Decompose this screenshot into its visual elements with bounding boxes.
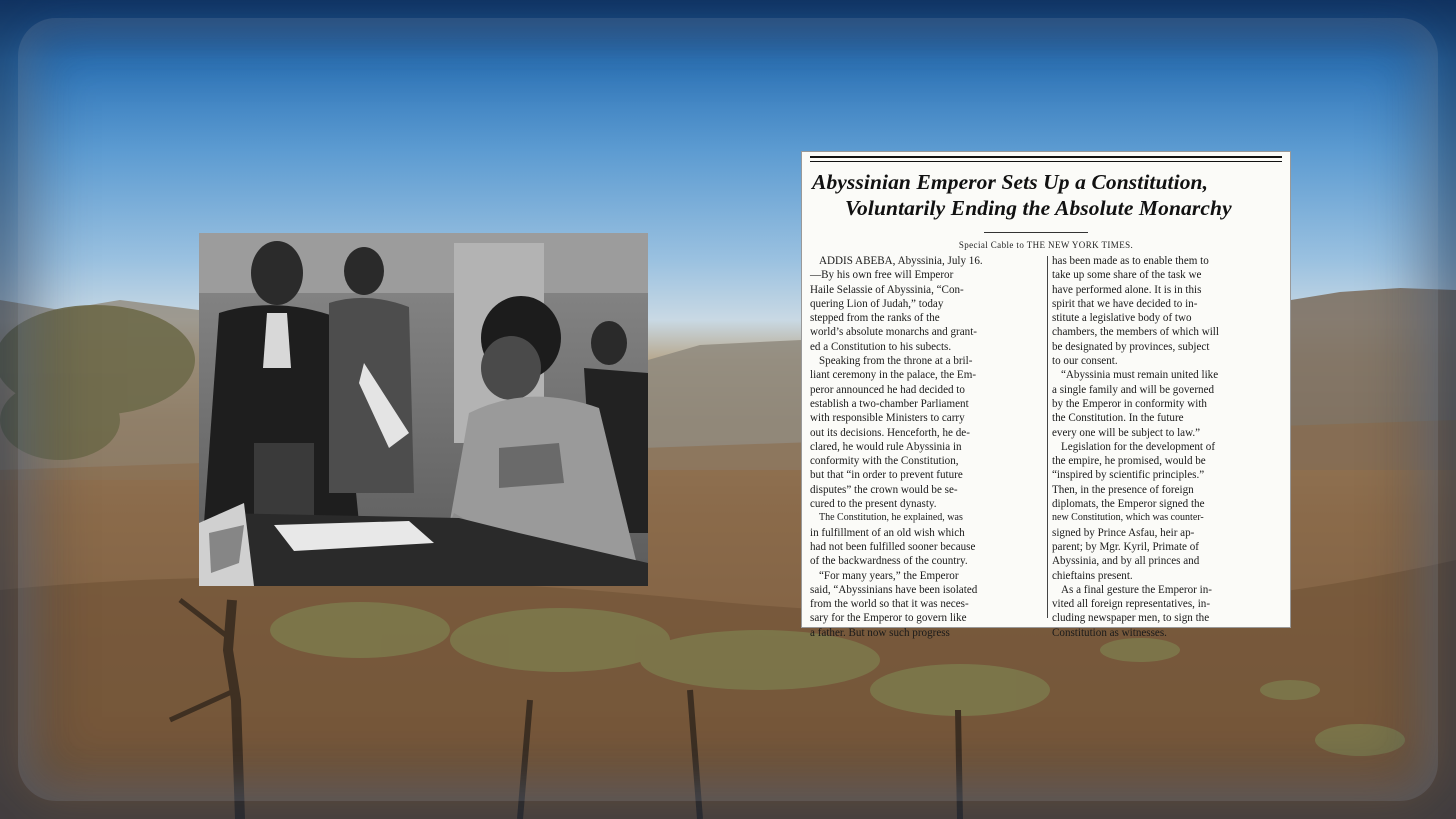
article-line: Speaking from the throne at a bril- xyxy=(819,355,973,368)
article-line: spirit that we have decided to in- xyxy=(1052,297,1198,310)
article-line: new Constitution, which was counter- xyxy=(1052,512,1204,524)
article-line: out its decisions. Henceforth, he de- xyxy=(810,426,970,439)
article-line: has been made as to enable them to xyxy=(1052,255,1209,267)
headline-line-1: Abyssinian Emperor Sets Up a Constitution, xyxy=(812,170,1209,194)
headline-divider xyxy=(984,232,1088,233)
article-line: quering Lion of Judah,” today xyxy=(810,297,944,310)
article-line: As a final gesture the Emperor in- xyxy=(1061,583,1212,596)
article-line: said, “Abyssinians have been isolated xyxy=(810,583,978,596)
historical-photo xyxy=(199,233,648,586)
article-line: stitute a legislative body of two xyxy=(1052,312,1192,325)
article-line: “inspired by scientific principles.” xyxy=(1052,469,1205,482)
headline-line-2: Voluntarily Ending the Absolute Monarchy xyxy=(845,196,1232,220)
article-line: liant ceremony in the palace, the Em- xyxy=(810,369,977,382)
top-double-rule xyxy=(810,156,1282,158)
article-line: “For many years,” the Emperor xyxy=(819,569,959,582)
article-line: take up some share of the task we xyxy=(1052,269,1202,282)
article-line: stepped from the ranks of the xyxy=(810,312,940,325)
article-line: clared, he would rule Abyssinia in xyxy=(810,440,962,453)
article-line: signed by Prince Asfau, heir ap- xyxy=(1052,526,1195,539)
article-line: —By his own free will Emperor xyxy=(810,269,954,282)
article-line: the empire, he promised, would be xyxy=(1052,455,1206,468)
article-line: by the Emperor in conformity with xyxy=(1052,397,1207,410)
article-right-column xyxy=(1052,254,1284,640)
article-line: Abyssinia, and by all princes and xyxy=(1052,555,1200,568)
article-line: have performed alone. It is in this xyxy=(1052,283,1202,296)
article-line: be designated by provinces, subject xyxy=(1052,340,1210,353)
article-line: Haile Selassie of Abyssinia, “Con- xyxy=(810,283,964,296)
article-line: diplomats, the Emperor signed the xyxy=(1052,498,1205,511)
article-line: but that “in order to prevent future xyxy=(810,469,963,482)
article-line: every one will be subject to law.” xyxy=(1052,426,1201,439)
article-line: disputes” the crown would be se- xyxy=(810,483,958,496)
article-line: with responsible Ministers to carry xyxy=(810,412,965,425)
article-line: parent; by Mgr. Kyril, Primate of xyxy=(1052,540,1199,553)
newspaper-clipping xyxy=(801,151,1291,639)
article-line: in fulfillment of an old wish which xyxy=(810,526,965,539)
article-line: Legislation for the development of xyxy=(1061,440,1216,453)
article-line: of the backwardness of the country. xyxy=(810,555,968,568)
article-line: had not been fulfilled sooner because xyxy=(810,540,976,553)
article-left-column xyxy=(810,254,1042,640)
article-line: from the world so that it was neces- xyxy=(810,598,969,611)
article-line: Then, in the presence of foreign xyxy=(1052,483,1194,496)
article-line: Constitution as witnesses. xyxy=(1052,626,1167,639)
article-line: chambers, the members of which will xyxy=(1052,326,1219,339)
top-double-rule-thin xyxy=(810,161,1282,162)
article-line: a father. But now such progress xyxy=(810,626,950,639)
article-line: world’s absolute monarchs and grant- xyxy=(810,326,977,339)
article-line: cured to the present dynasty. xyxy=(810,498,937,511)
article-line: cluding newspaper men, to sign the xyxy=(1052,612,1210,625)
column-separator xyxy=(1047,256,1048,618)
article-line: the Constitution. In the future xyxy=(1052,412,1184,425)
article-line: The Constitution, he explained, was xyxy=(819,512,963,524)
article-line: ed a Constitution to his subects. xyxy=(810,340,952,353)
article-line: vited all foreign representatives, in- xyxy=(1052,598,1211,611)
article-line: to our consent. xyxy=(1052,355,1118,368)
article-line: chieftains present. xyxy=(1052,569,1133,582)
article-line: establish a two-chamber Parliament xyxy=(810,397,969,410)
article-line: ADDIS ABEBA, Abyssinia, July 16. xyxy=(819,255,983,267)
article-line: conformity with the Constitution, xyxy=(810,455,959,468)
article-line: sary for the Emperor to govern like xyxy=(810,612,967,625)
dateline: Special Cable to THE NEW YORK TIMES. xyxy=(958,240,1134,250)
emperor-signing-photo xyxy=(199,233,648,586)
article-line: peror announced he had decided to xyxy=(810,383,965,396)
article-line: a single family and will be governed xyxy=(1052,383,1215,396)
article-line: “Abyssinia must remain united like xyxy=(1061,369,1219,382)
